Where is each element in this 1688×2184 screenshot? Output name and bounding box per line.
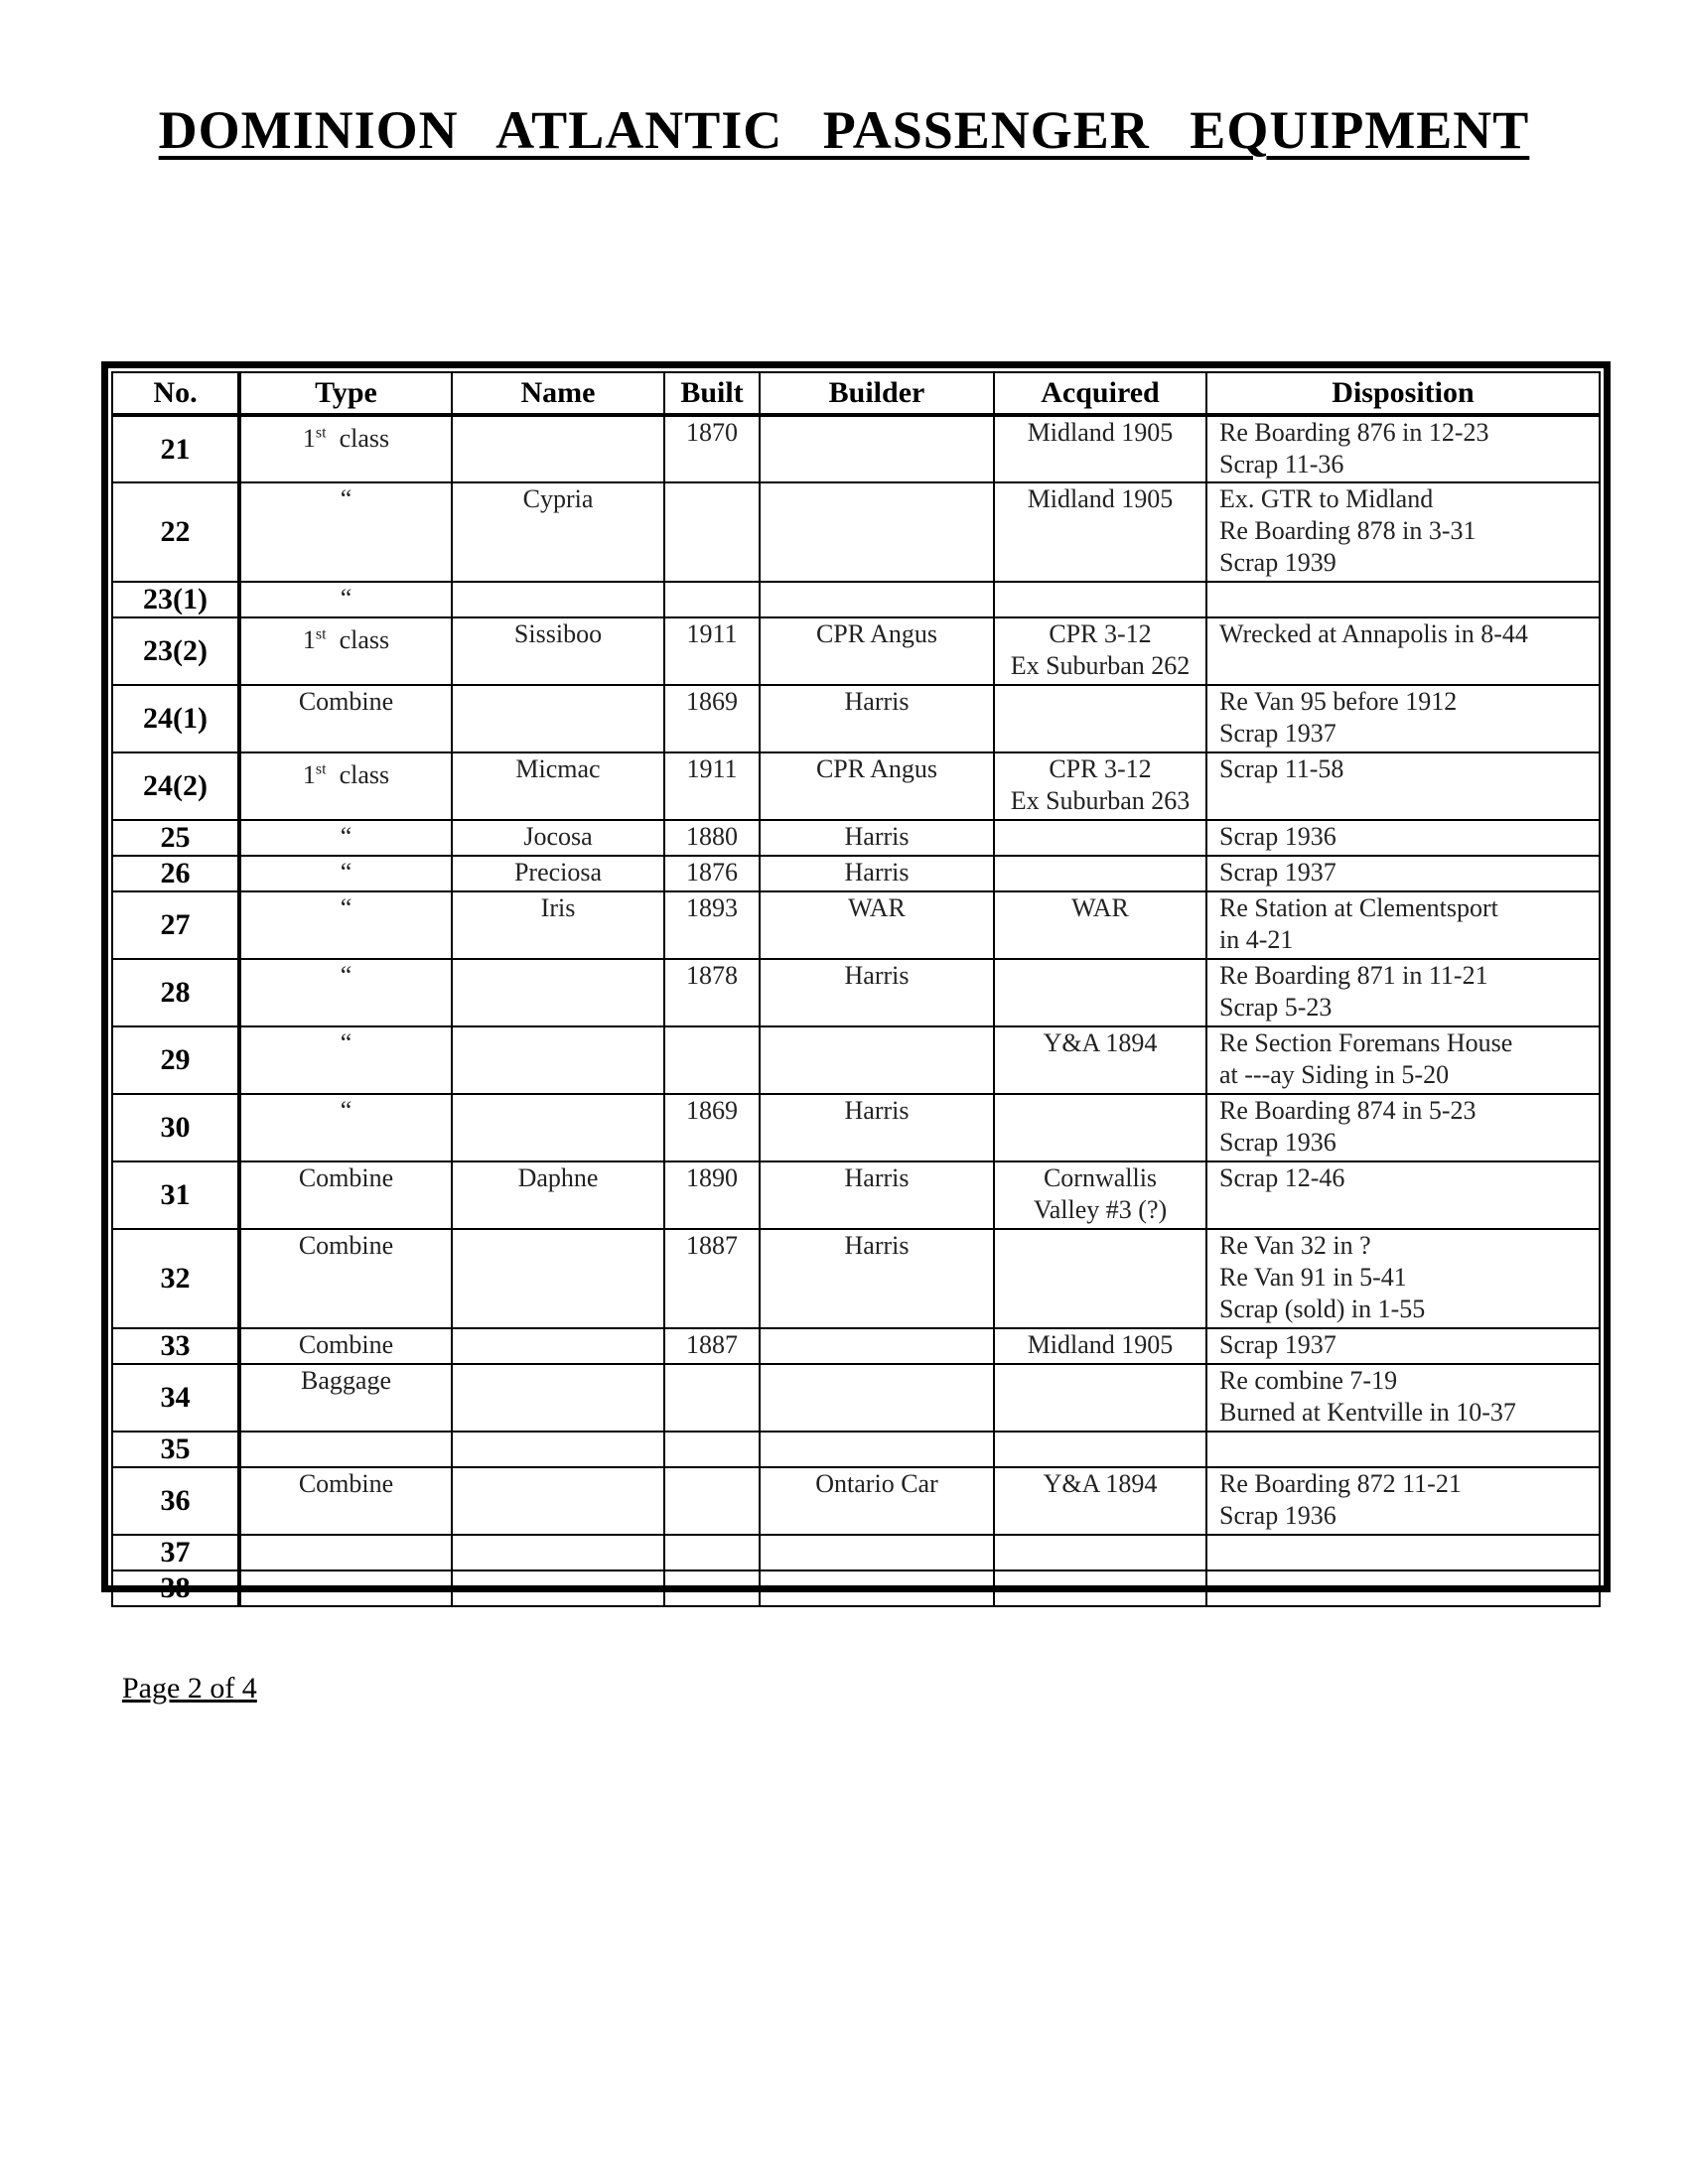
type-display: 1st class [302, 759, 390, 789]
row-number: 34 [112, 1364, 239, 1432]
row-number: 23(2) [112, 617, 239, 685]
row-number: 31 [112, 1161, 239, 1229]
row-builder [760, 1535, 994, 1570]
row-type: Combine [239, 1467, 452, 1535]
row-disposition-line: Scrap 1937 [1219, 719, 1336, 748]
row-builder: Harris [760, 856, 994, 891]
row-disposition [1206, 1026, 1600, 1094]
table-row [112, 820, 1600, 856]
row-name [452, 1467, 664, 1535]
row-acquired [994, 415, 1206, 482]
table-row [112, 1570, 1600, 1606]
row-type: Combine [239, 1328, 452, 1364]
table-row [112, 1467, 1600, 1535]
row-disposition [1206, 1467, 1600, 1535]
row-disposition-line: Re Station at Clementsport [1219, 893, 1498, 922]
page-title-text: DOMINION ATLANTIC PASSENGER EQUIPMENT [158, 100, 1530, 160]
row-disposition [1206, 1535, 1600, 1570]
table-row [112, 1229, 1600, 1328]
row-number: 30 [112, 1094, 239, 1161]
row-disposition-line: Re Van 91 in 5-41 [1219, 1263, 1407, 1292]
row-name: Micmac [452, 752, 664, 820]
row-built [664, 1535, 760, 1570]
row-builder [760, 415, 994, 482]
row-builder: Harris [760, 820, 994, 856]
row-acquired-line: Y&A 1894 [1043, 1028, 1158, 1057]
table-row [112, 617, 1600, 685]
column-header-built: Built [664, 372, 760, 415]
row-disposition-line: at ---ay Siding in 5-20 [1219, 1060, 1450, 1089]
row-name [452, 1328, 664, 1364]
row-disposition [1206, 891, 1600, 959]
row-built: 1876 [664, 856, 760, 891]
row-type: Baggage [239, 1364, 452, 1432]
table-header-row [112, 372, 1600, 415]
table-body [112, 415, 1600, 1606]
equipment-table [111, 371, 1601, 1607]
row-builder: Ontario Car [760, 1467, 994, 1535]
row-disposition-line: Re Boarding 878 in 3-31 [1219, 516, 1477, 545]
row-disposition-line: Scrap 1937 [1219, 858, 1336, 887]
row-disposition [1206, 752, 1600, 820]
row-number: 24(1) [112, 685, 239, 752]
table-row [112, 856, 1600, 891]
row-built [664, 582, 760, 617]
table-row [112, 1364, 1600, 1432]
row-builder [760, 1026, 994, 1094]
row-acquired-line: Midland 1905 [1027, 484, 1174, 513]
row-disposition-line: Scrap 1936 [1219, 1128, 1336, 1157]
table-row [112, 1161, 1600, 1229]
row-disposition-line: Scrap 12-46 [1219, 1163, 1345, 1192]
row-disposition [1206, 415, 1600, 482]
row-acquired-line: Cornwallis [1043, 1163, 1158, 1192]
row-acquired [994, 820, 1206, 856]
column-header-builder: Builder [760, 372, 994, 415]
row-type [239, 752, 452, 820]
row-disposition-line: Ex. GTR to Midland [1219, 484, 1434, 513]
row-number: 32 [112, 1229, 239, 1328]
row-disposition-line: Re Section Foremans House [1219, 1028, 1513, 1057]
row-disposition-line: Scrap 1936 [1219, 1501, 1336, 1530]
table-row [112, 415, 1600, 482]
row-acquired-line: CPR 3-12 [1049, 754, 1152, 783]
type-display: 1st class [302, 423, 390, 453]
row-disposition [1206, 617, 1600, 685]
row-disposition [1206, 582, 1600, 617]
row-disposition [1206, 1328, 1600, 1364]
row-name [452, 1570, 664, 1606]
row-type: “ [239, 891, 452, 959]
row-type: Combine [239, 1161, 452, 1229]
row-disposition-line: Scrap 11-36 [1219, 450, 1344, 478]
row-builder: Harris [760, 1094, 994, 1161]
row-built: 1893 [664, 891, 760, 959]
row-acquired [994, 1467, 1206, 1535]
table-row [112, 1328, 1600, 1364]
row-built [664, 482, 760, 582]
row-disposition-line: Re combine 7-19 [1219, 1366, 1398, 1395]
row-disposition-line: Scrap 1936 [1219, 822, 1336, 851]
row-builder: Harris [760, 1161, 994, 1229]
row-name: Iris [452, 891, 664, 959]
row-builder [760, 482, 994, 582]
row-builder: CPR Angus [760, 752, 994, 820]
row-type [239, 415, 452, 482]
row-name [452, 1535, 664, 1570]
page-footer: Page 2 of 4 [122, 1672, 257, 1705]
row-number: 38 [112, 1570, 239, 1606]
row-name [452, 1094, 664, 1161]
row-acquired [994, 752, 1206, 820]
row-name [452, 1229, 664, 1328]
row-acquired [994, 1570, 1206, 1606]
row-disposition-line: Scrap 11-58 [1219, 754, 1344, 783]
row-disposition [1206, 482, 1600, 582]
row-acquired [994, 1432, 1206, 1467]
row-disposition [1206, 1229, 1600, 1328]
row-type: Combine [239, 685, 452, 752]
row-disposition-line: Re Boarding 872 11-21 [1219, 1469, 1462, 1498]
row-type: “ [239, 1094, 452, 1161]
table-row [112, 685, 1600, 752]
row-number: 37 [112, 1535, 239, 1570]
row-acquired [994, 482, 1206, 582]
column-header-acquired: Acquired [994, 372, 1206, 415]
row-built: 1887 [664, 1328, 760, 1364]
row-number: 28 [112, 959, 239, 1026]
table-row [112, 482, 1600, 582]
row-built [664, 1026, 760, 1094]
row-name: Preciosa [452, 856, 664, 891]
row-disposition-line: in 4-21 [1219, 925, 1294, 954]
row-acquired-line: Valley #3 (?) [1033, 1195, 1168, 1224]
table-row [112, 891, 1600, 959]
row-built: 1870 [664, 415, 760, 482]
row-acquired [994, 1094, 1206, 1161]
row-number: 29 [112, 1026, 239, 1094]
row-disposition-line: Scrap (sold) in 1-55 [1219, 1295, 1426, 1323]
equipment-table-frame [101, 361, 1611, 1604]
row-type: “ [239, 1026, 452, 1094]
row-disposition [1206, 1161, 1600, 1229]
row-number: 25 [112, 820, 239, 856]
row-acquired-line: Y&A 1894 [1043, 1469, 1158, 1498]
row-builder: Harris [760, 685, 994, 752]
row-name: Jocosa [452, 820, 664, 856]
row-built: 1887 [664, 1229, 760, 1328]
row-name [452, 1364, 664, 1432]
row-number: 35 [112, 1432, 239, 1467]
row-number: 24(2) [112, 752, 239, 820]
table-row [112, 1432, 1600, 1467]
row-acquired [994, 1535, 1206, 1570]
row-name [452, 415, 664, 482]
row-acquired-line: Ex Suburban 262 [1010, 651, 1191, 680]
row-disposition-line: Wrecked at Annapolis in 8-44 [1219, 619, 1528, 648]
row-built: 1878 [664, 959, 760, 1026]
row-disposition [1206, 959, 1600, 1026]
row-number: 22 [112, 482, 239, 582]
row-built: 1911 [664, 752, 760, 820]
table-row [112, 1094, 1600, 1161]
table-row [112, 959, 1600, 1026]
row-acquired [994, 1328, 1206, 1364]
table-row [112, 752, 1600, 820]
row-type: “ [239, 820, 452, 856]
row-acquired-line: WAR [1071, 893, 1129, 922]
row-built: 1869 [664, 685, 760, 752]
row-disposition-line: Re Boarding 876 in 12-23 [1219, 418, 1489, 447]
row-acquired [994, 1229, 1206, 1328]
row-name: Daphne [452, 1161, 664, 1229]
row-acquired-line: Midland 1905 [1027, 1330, 1174, 1359]
column-header-disposition: Disposition [1206, 372, 1600, 415]
row-disposition [1206, 1364, 1600, 1432]
row-disposition-line: Scrap 5-23 [1219, 993, 1333, 1022]
type-display: 1st class [302, 624, 390, 654]
row-type: “ [239, 959, 452, 1026]
column-header-name: Name [452, 372, 664, 415]
row-number: 23(1) [112, 582, 239, 617]
row-disposition [1206, 685, 1600, 752]
row-name [452, 685, 664, 752]
table-row [112, 582, 1600, 617]
row-type: Combine [239, 1229, 452, 1328]
row-type: “ [239, 482, 452, 582]
row-builder [760, 582, 994, 617]
row-type [239, 1570, 452, 1606]
row-type [239, 1535, 452, 1570]
row-acquired [994, 959, 1206, 1026]
page-title [0, 99, 1688, 161]
row-builder [760, 1432, 994, 1467]
row-name: Sissiboo [452, 617, 664, 685]
row-type: “ [239, 856, 452, 891]
row-name [452, 959, 664, 1026]
row-disposition-line: Scrap 1937 [1219, 1330, 1336, 1359]
row-name [452, 1026, 664, 1094]
row-type [239, 1432, 452, 1467]
row-built: 1880 [664, 820, 760, 856]
row-builder [760, 1364, 994, 1432]
column-header-type: Type [239, 372, 452, 415]
row-builder [760, 1570, 994, 1606]
row-type: “ [239, 582, 452, 617]
row-number: 26 [112, 856, 239, 891]
row-disposition-line: Burned at Kentville in 10-37 [1219, 1398, 1516, 1427]
row-acquired-line: Midland 1905 [1027, 418, 1174, 447]
row-disposition [1206, 1094, 1600, 1161]
row-builder: WAR [760, 891, 994, 959]
row-builder: CPR Angus [760, 617, 994, 685]
row-acquired [994, 1026, 1206, 1094]
row-acquired [994, 1364, 1206, 1432]
row-disposition-line: Re Boarding 871 in 11-21 [1219, 961, 1488, 990]
row-built [664, 1467, 760, 1535]
row-built [664, 1364, 760, 1432]
row-builder: Harris [760, 1229, 994, 1328]
row-disposition-line: Re Van 95 before 1912 [1219, 687, 1458, 716]
row-built [664, 1570, 760, 1606]
row-disposition [1206, 1432, 1600, 1467]
row-number: 33 [112, 1328, 239, 1364]
row-acquired [994, 582, 1206, 617]
column-header-no: No. [112, 372, 239, 415]
row-acquired-line: Ex Suburban 263 [1010, 786, 1191, 815]
row-built: 1869 [664, 1094, 760, 1161]
row-acquired [994, 617, 1206, 685]
row-acquired [994, 1161, 1206, 1229]
row-name: Cypria [452, 482, 664, 582]
row-name [452, 582, 664, 617]
row-number: 27 [112, 891, 239, 959]
row-built: 1911 [664, 617, 760, 685]
row-disposition [1206, 856, 1600, 891]
row-disposition-line: Scrap 1939 [1219, 548, 1336, 577]
row-built [664, 1432, 760, 1467]
row-disposition [1206, 820, 1600, 856]
row-disposition-line: Re Van 32 in ? [1219, 1231, 1371, 1260]
row-builder: Harris [760, 959, 994, 1026]
table-row [112, 1026, 1600, 1094]
row-disposition-line: Re Boarding 874 in 5-23 [1219, 1096, 1477, 1125]
row-builder [760, 1328, 994, 1364]
row-acquired [994, 856, 1206, 891]
row-name [452, 1432, 664, 1467]
row-built: 1890 [664, 1161, 760, 1229]
row-acquired [994, 891, 1206, 959]
row-type [239, 617, 452, 685]
row-acquired-line: CPR 3-12 [1049, 619, 1152, 648]
row-acquired [994, 685, 1206, 752]
row-disposition [1206, 1570, 1600, 1606]
row-number: 21 [112, 415, 239, 482]
table-row [112, 1535, 1600, 1570]
row-number: 36 [112, 1467, 239, 1535]
